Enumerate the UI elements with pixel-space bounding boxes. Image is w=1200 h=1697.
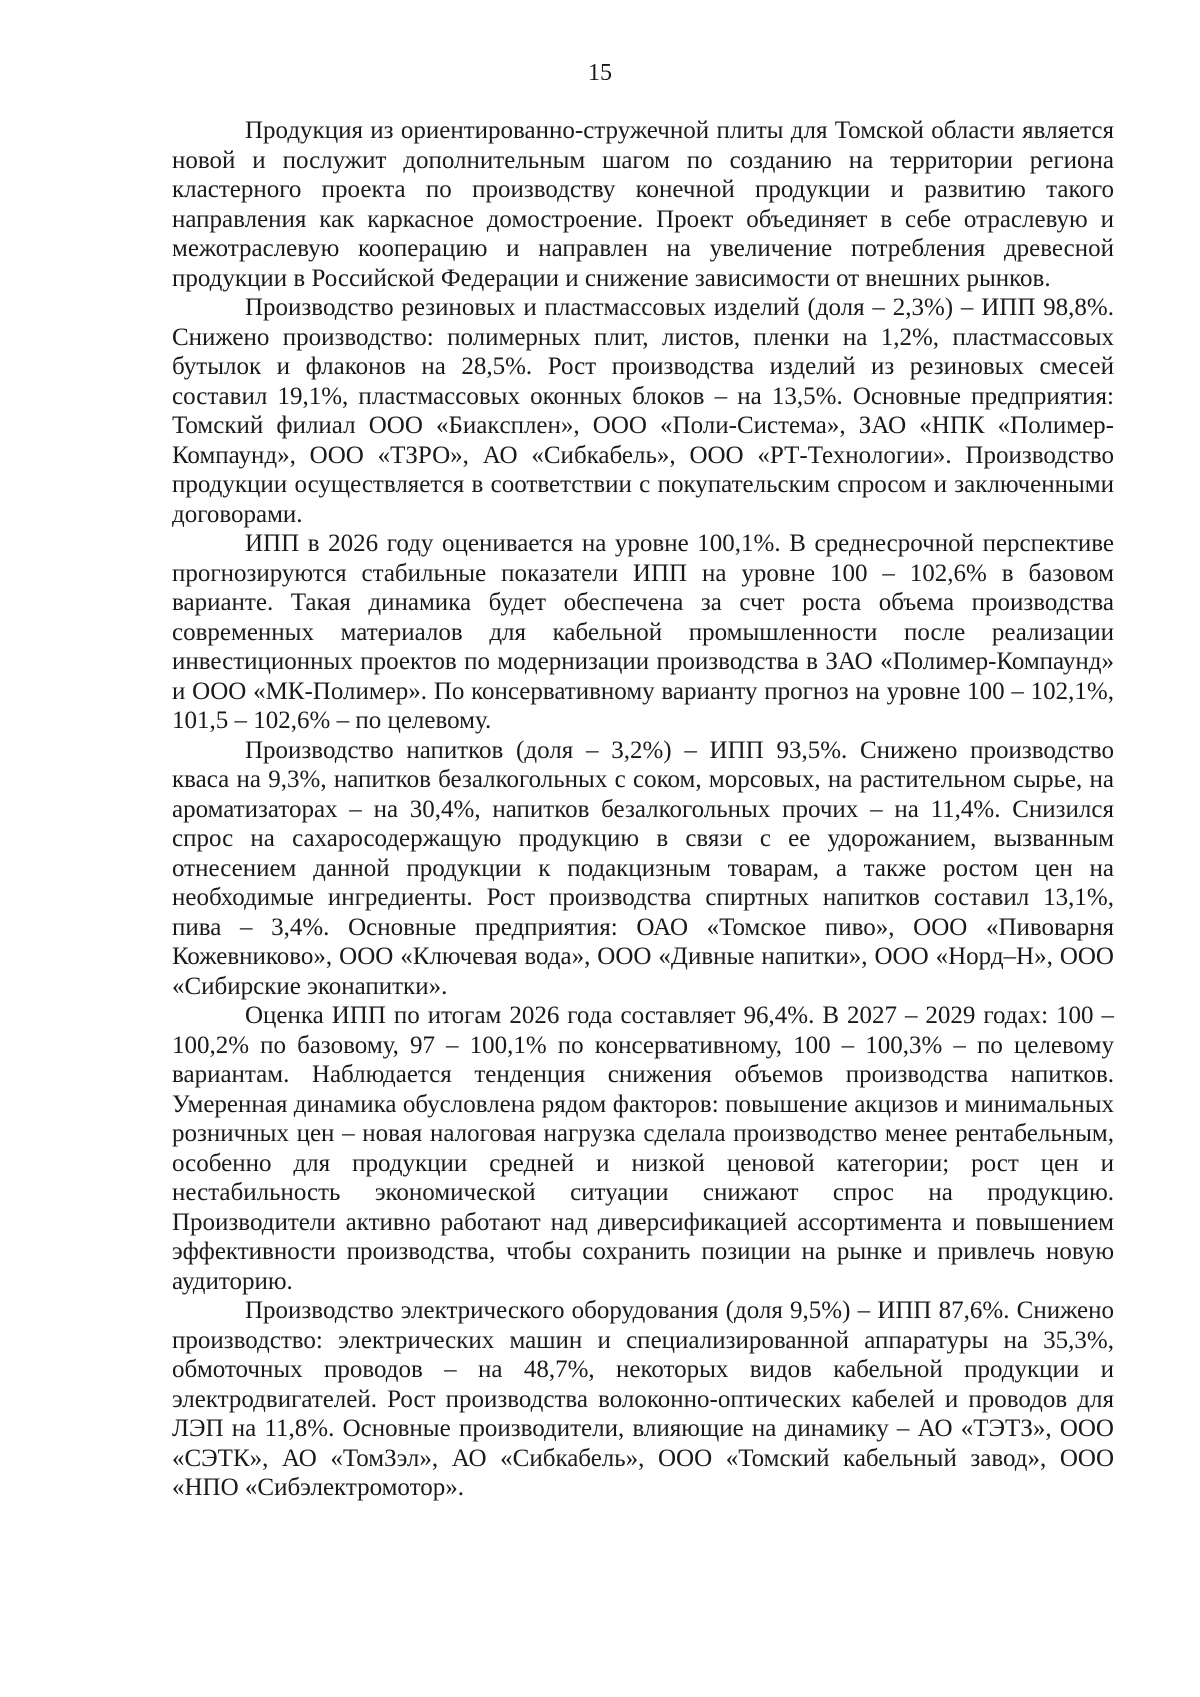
paragraph-beverages-forecast: Оценка ИПП по итогам 2026 года составляет 96,4%. В 2027 – 2029 годах: 100 – 100,2% по базовому, 97 – 100,1% по консервативному, 100 – 100,3% – по целевому вариантам. Наблюдается тенденция снижения объемов производства напитков. Умеренная динамика обусловлена рядом факторов: повышение акцизов и минимальных розничных цен – новая налоговая нагрузка сделала производство менее рентабельным, особенно для продукции средней и низкой ценовой категории; рост цен и нестабильность экономической ситуации снижают спрос на продукцию. Производители активно работают над диверсификацией ассортимента и повышением эффективности производства, чтобы сохранить позиции на рынке и привлечь новую аудиторию. [172,1002,1114,1295]
paragraph-electrical-equipment: Производство электрического оборудования (доля 9,5%) – ИПП 87,6%. Снижено производство: электрических машин и специализированной аппаратуры на 35,3%, обмоточных проводов – на 48,7%, некоторых видов кабельной продукции и электродвигателей. Рост производства волоконно-оптических кабелей и проводов для ЛЭП на 11,8%. Основные производители, влияющие на динамику – АО «ТЭТЗ», ООО «СЭТК», АО «ТомЗэл», АО «Сибкабель», ООО «Томский кабельный завод», ООО «НПО «Сибэлектромотор». [172,1297,1114,1501]
paragraph-ipp-2026-forecast: ИПП в 2026 году оценивается на уровне 100,1%. В среднесрочной перспективе прогнозируются стабильные показатели ИПП на уровне 100 – 102,6% в базовом варианте. Такая динамика будет обеспечена за счет роста объема производства современных материалов для кабельной промышленности после реализации инвестиционных проектов по модернизации производства в ЗАО «Полимер-Компаунд» и ООО «МК-Полимер». По консервативному варианту прогноз на уровне 100 – 102,1%, 101,5 – 102,6% – по целевому. [172,530,1114,734]
paragraph-osb-products: Продукция из ориентированно-стружечной плиты для Томской области является новой и послужит дополнительным шагом по созданию на территории региона кластерного проекта по производству конечной продукции и развитию такого направления как каркасное домостроение. Проект объединяет в себе отраслевую и межотраслевую кооперацию и направлен на увеличение потребления древесной продукции в Российской Федерации и снижение зависимости от внешних рынков. [172,117,1114,292]
paragraph-rubber-plastics: Производство резиновых и пластмассовых изделий (доля – 2,3%) – ИПП 98,8%. Снижено производство: полимерных плит, листов, пленки на 1,2%, пластмассовых бутылок и флаконов на 28,5%. Рост производства изделий из резиновых смесей составил 19,1%, пластмассовых оконных блоков – на 13,5%. Основные предприятия: Томский филиал ООО «Биакcплен», ООО «Поли-Система», ЗАО «НПК «Полимер-Компаунд», ООО «ТЗРО», АО «Сибкабель», ООО «РТ-Технологии». Производство продукции осуществляется в соответствии с покупательским спросом и заключенными договорами. [172,294,1114,528]
page-number: 15 [588,60,612,86]
paragraph-beverages: Производство напитков (доля – 3,2%) – ИПП 93,5%. Снижено производство кваса на 9,3%, напитков безалкогольных с соком, морсовых, на растительном сырье, на ароматизаторах – на 30,4%, напитков безалкогольных прочих – на 11,4%. Снизился спрос на сахаросодержащую продукцию в связи с ее удорожанием, вызванным отнесением данной продукции к подакцизным товарам, а также ростом цен на необходимые ингредиенты. Рост производства спиртных напитков составил 13,1%, пива – 3,4%. Основные предприятия: ОАО «Томское пиво», ООО «Пивоварня Кожевниково», ООО «Ключевая вода», ООО «Дивные напитки», ООО «Норд–Н», ООО «Сибирские эконапитки». [172,736,1114,1000]
document-body [172,116,1114,1503]
